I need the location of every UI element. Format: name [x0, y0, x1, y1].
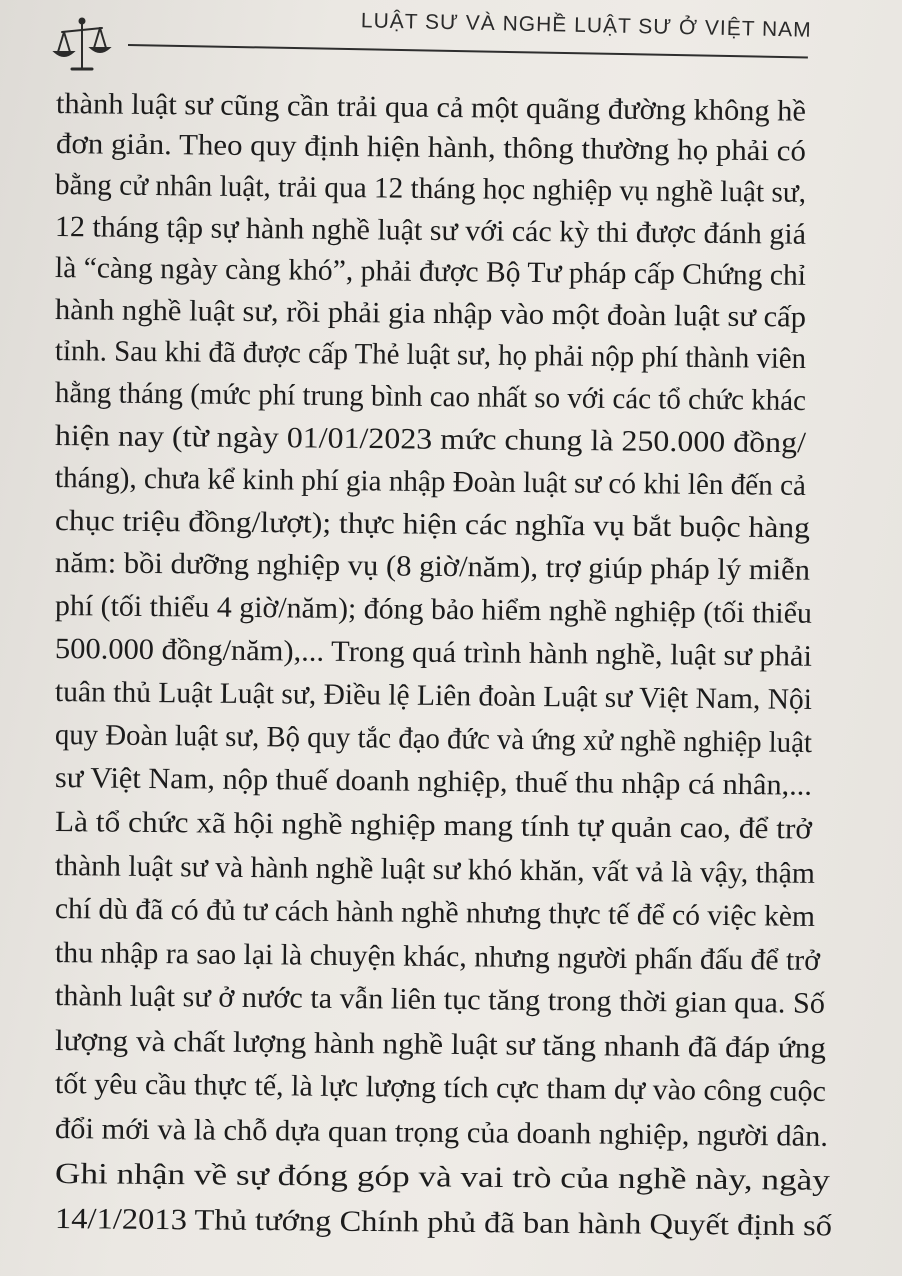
body-line: Ghi nhận về sự đóng góp và vai trò của nghề này, ngày: [54, 1158, 831, 1197]
body-line: chục triệu đồng/lượt); thực hiện các nghĩa vụ bắt buộc hàng: [54, 505, 811, 545]
body-line: chí dù đã có đủ tư cách hành nghề nhưng thực tế để có việc kèm: [54, 893, 816, 933]
body-line: thành luật sư cũng cần trải qua cả một quãng đường không hề: [55, 88, 807, 128]
body-line: tháng), chưa kể kinh phí gia nhập Đoàn luật sư có khi lên đến cả: [54, 462, 807, 502]
scales-of-justice-icon: [52, 14, 112, 74]
body-line: là “càng ngày càng khó”, phải được Bộ Tư pháp cấp Chứng chỉ: [54, 252, 807, 292]
body-line: thành luật sư ở nước ta vẫn liên tục tăng trong thời gian qua. Số: [54, 980, 826, 1020]
body-line: phí (tối thiểu 4 giờ/năm); đóng bảo hiểm nghề nghiệp (tối thiểu: [54, 590, 813, 630]
running-title: LUẬT SƯ VÀ NGHỀ LUẬT SƯ Ở VIỆT NAM: [360, 9, 812, 42]
body-line: thành luật sư và hành nghề luật sư khó khăn, vất vả là vậy, thậm: [54, 850, 816, 890]
body-line: lượng và chất lượng hành nghề luật sư tăng nhanh đã đáp ứng: [54, 1025, 827, 1065]
body-line: hằng tháng (mức phí trung bình cao nhất so với các tổ chức khác: [54, 377, 807, 418]
body-line: năm: bồi dưỡng nghiệp vụ (8 giờ/năm), trợ giúp pháp lý miễn: [54, 547, 811, 587]
body-line: thu nhập ra sao lại là chuyện khác, nhưng người phấn đấu để trở: [54, 937, 821, 977]
body-line: 14/1/2013 Thủ tướng Chính phủ đã ban hành Quyết định số: [54, 1203, 833, 1243]
body-line: quy Đoàn luật sư, Bộ quy tắc đạo đức và ứng xử nghề nghiệp luật: [54, 719, 813, 760]
body-line: 500.000 đồng/năm),... Trong quá trình hành nghề, luật sư phải: [54, 633, 813, 673]
body-line: tuân thủ Luật Luật sư, Điều lệ Liên đoàn Luật sư Việt Nam, Nội: [54, 676, 813, 716]
body-line: hành nghề luật sư, rồi phải gia nhập vào một đoàn luật sư cấp: [54, 294, 807, 334]
body-line: 12 tháng tập sự hành nghề luật sư với các kỳ thi được đánh giá: [54, 211, 807, 251]
body-line: Là tổ chức xã hội nghề nghiệp mang tính tự quản cao, để trở: [54, 806, 813, 846]
body-line: tỉnh. Sau khi đã được cấp Thẻ luật sư, họ phải nộp phí thành viên: [54, 335, 807, 376]
body-line: bằng cử nhân luật, trải qua 12 tháng học nghiệp vụ nghề luật sư,: [54, 169, 807, 209]
body-line: đơn giản. Theo quy định hiện hành, thông thường họ phải có: [55, 128, 807, 168]
body-line: hiện nay (từ ngày 01/01/2023 mức chung là 250.000 đồng/: [54, 420, 807, 460]
body-line: sư Việt Nam, nộp thuế doanh nghiệp, thuế thu nhập cá nhân,...: [54, 762, 813, 802]
body-line: đổi mới và là chỗ dựa quan trọng của doanh nghiệp, người dân.: [54, 1113, 829, 1153]
page-header: [0, 0, 902, 80]
body-line: tốt yêu cầu thực tế, là lực lượng tích cực tham dự vào công cuộc: [54, 1068, 827, 1108]
header-rule: [128, 44, 808, 58]
